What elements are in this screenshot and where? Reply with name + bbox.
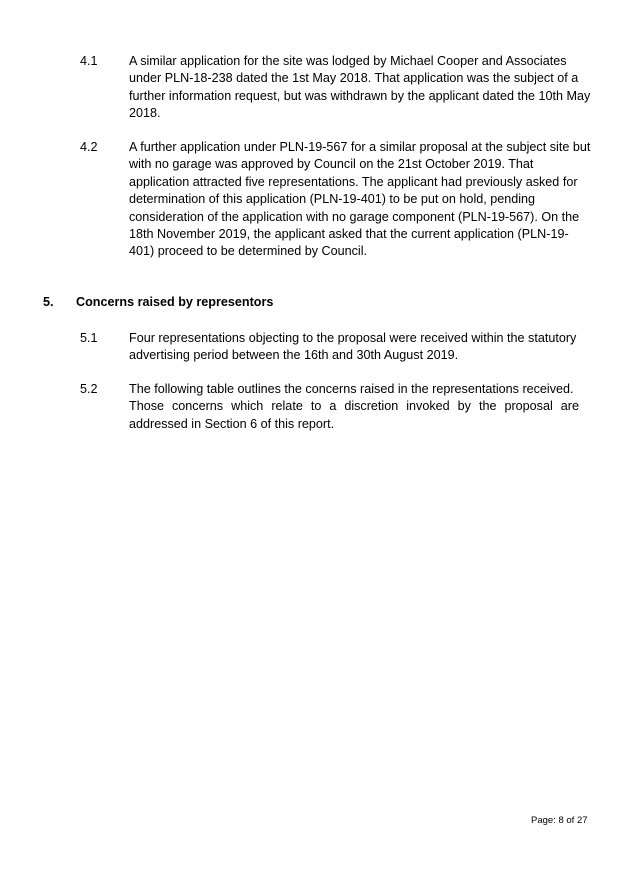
text-line: A further application under PLN-19-567 for a similar proposal at the subject site but [129, 140, 591, 154]
text-line: application attracted five representations. The applicant had previously asked for [129, 174, 578, 189]
page-number: Page: 8 of 27 [531, 815, 588, 826]
paragraph-text [129, 381, 579, 433]
text-line: consideration of the application with no garage component (PLN-19-567). On the [129, 209, 580, 224]
paragraph-text [129, 330, 579, 365]
text-line: under PLN-18-238 dated the 1st May 2018. That application was the subject of a [129, 71, 579, 86]
paragraph-number: 5.2 [80, 382, 98, 396]
paragraph-number: 4.2 [80, 140, 98, 154]
text-line: with no garage was approved by Council on the 21st October 2019. That [129, 157, 534, 172]
text-line: 401) proceed to be determined by Council. [129, 244, 368, 259]
paragraph-text [129, 53, 591, 123]
text-line: 2018. [129, 106, 161, 121]
text-line: A similar application for the site was lodged by Michael Cooper and Associates [129, 54, 567, 68]
text-line: addressed in Section 6 of this report. [129, 416, 335, 431]
text-line: advertising period between the 16th and 30th August 2019. [129, 348, 459, 363]
section-number: 5. [43, 295, 54, 309]
text-line: Those concerns which relate to a discretion invoked by the proposal are [129, 399, 579, 414]
text-line: further information request, but was withdrawn by the applicant dated the 10th May [129, 88, 591, 103]
text-line: determination of this application (PLN-19-401) to be put on hold, pending [129, 192, 536, 207]
paragraph-text [129, 139, 591, 261]
paragraph-number: 5.1 [80, 331, 98, 345]
text-line: Four representations objecting to the proposal were received within the statutory [129, 331, 577, 345]
text-line: The following table outlines the concerns raised in the representations received. [129, 382, 574, 396]
section-title: Concerns raised by representors [76, 295, 274, 309]
text-line: 18th November 2019, the applicant asked that the current application (PLN-19- [129, 227, 569, 242]
paragraph-number: 4.1 [80, 54, 98, 68]
